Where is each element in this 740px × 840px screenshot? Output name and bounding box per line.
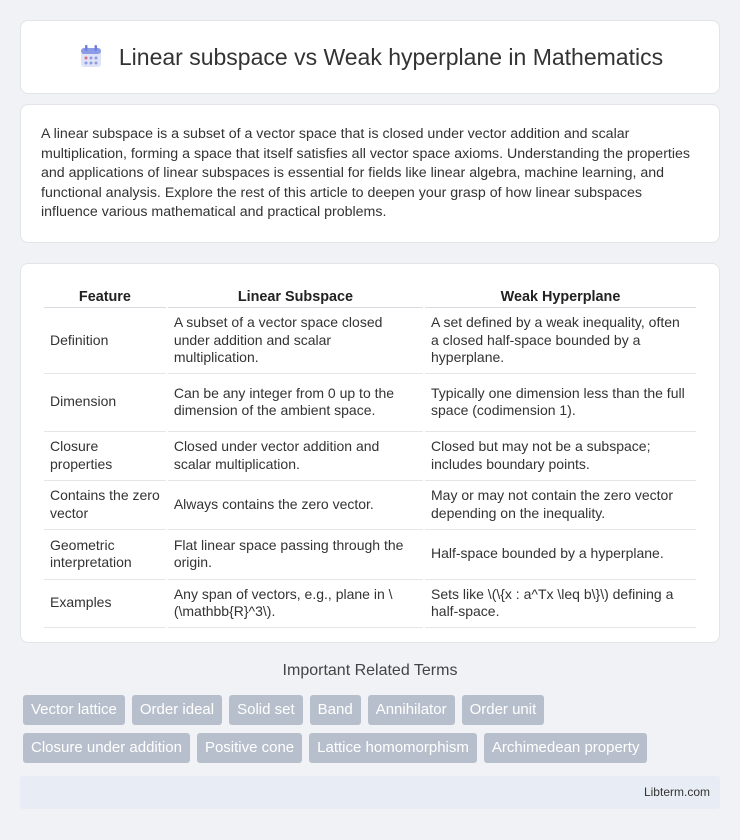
table-cell: Half-space bounded by a hyperplane. [425, 530, 696, 580]
related-terms-title: Important Related Terms [282, 662, 458, 679]
tag-row [23, 695, 723, 725]
page-title: Linear subspace vs Weak hyperplane in Mathematics [118, 43, 664, 70]
tag-order-unit[interactable]: Order unit [462, 695, 545, 725]
header-linear-subspace: Linear Subspace [168, 284, 423, 308]
tag-annihilator[interactable]: Annihilator [368, 695, 455, 725]
tag-band[interactable]: Band [310, 695, 361, 725]
table-row [44, 530, 696, 580]
tag-vector-lattice[interactable]: Vector lattice [23, 695, 125, 725]
intro-text: A linear subspace is a subset of a vector space that is closed under vector addition and scalar multiplication, forming a space that itself satisfies all vector space axioms. Understanding the properties and applications of linear subspaces is essential for fields like linear algebra, machine learning, and functional analysis. Explore the rest of this article to deepen your grasp of how linear subspaces influence various mathematical and practical problems. [41, 126, 690, 220]
table-cell: Any span of vectors, e.g., plane in \(\mathbb{R}^3\). [168, 580, 423, 628]
tag-archimedean-property[interactable]: Archimedean property [484, 733, 648, 763]
table-header-row [44, 284, 696, 308]
table-cell: Closure properties [44, 432, 166, 481]
calendar-grid-icon [77, 43, 105, 71]
related-terms [23, 695, 723, 771]
table-row [44, 481, 696, 530]
table-cell: A subset of a vector space closed under addition and scalar multiplication. [168, 308, 423, 374]
table-cell: Flat linear space passing through the origin. [168, 530, 423, 580]
tag-row [23, 733, 723, 763]
table-cell: May or may not contain the zero vector depending on the inequality. [425, 481, 696, 530]
tag-lattice-homomorphism[interactable]: Lattice homomorphism [309, 733, 477, 763]
table-cell: A set defined by a weak inequality, often a closed half-space bounded by a hyperplane. [425, 308, 696, 374]
table-cell: Can be any integer from 0 up to the dimension of the ambient space. [168, 374, 423, 432]
comparison-table [42, 284, 698, 628]
header-feature: Feature [44, 284, 166, 308]
intro-card [20, 104, 720, 243]
tag-order-ideal[interactable]: Order ideal [132, 695, 222, 725]
header-weak-hyperplane: Weak Hyperplane [425, 284, 696, 308]
footer [20, 776, 720, 809]
tag-positive-cone[interactable]: Positive cone [197, 733, 302, 763]
footer-brand-link[interactable]: Libterm.com [643, 785, 710, 799]
table-cell: Sets like \(\{x : a^Tx \leq b\}\) defining a half-space. [425, 580, 696, 628]
table-cell: Dimension [44, 374, 166, 432]
table-cell: Typically one dimension less than the full space (codimension 1). [425, 374, 696, 432]
table-cell: Closed under vector addition and scalar multiplication. [168, 432, 423, 481]
table-cell: Geometric interpretation [44, 530, 166, 580]
table-row [44, 580, 696, 628]
table-row [44, 374, 696, 432]
tag-solid-set[interactable]: Solid set [229, 695, 303, 725]
table-cell: Contains the zero vector [44, 481, 166, 530]
table-cell: Definition [44, 308, 166, 374]
table-row [44, 308, 696, 374]
table-row [44, 432, 696, 481]
tag-closure-under-addition[interactable]: Closure under addition [23, 733, 190, 763]
title-card [20, 20, 720, 94]
table-cell: Closed but may not be a subspace; includes boundary points. [425, 432, 696, 481]
table-cell: Always contains the zero vector. [168, 481, 423, 530]
table-cell: Examples [44, 580, 166, 628]
comparison-table-card [20, 263, 720, 643]
